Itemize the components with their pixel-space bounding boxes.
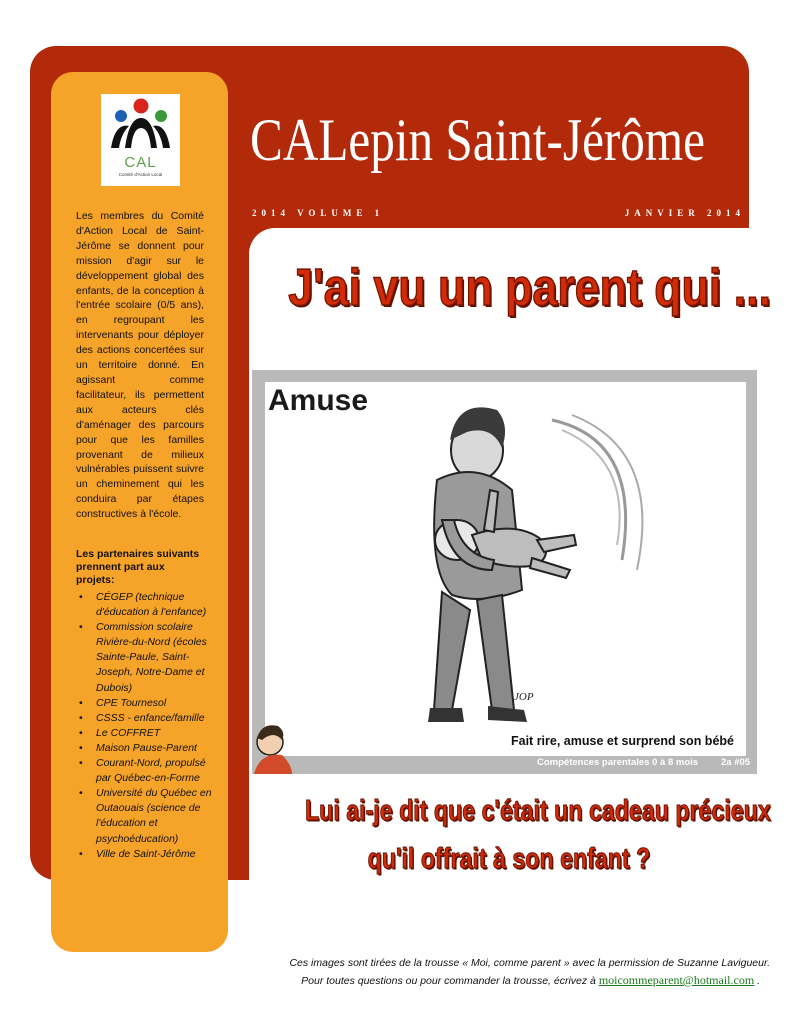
list-item: • CÉGEP (technique d'éducation à l'enfance) — [76, 590, 216, 620]
mission-statement: Les membres du Comité d'Action Local de Saint-Jérôme se donnent pour mission d'agir sur le développement global des enfants, de la conception à l'entrée scolaire (0/5 ans), en regroupant les intervenants pour déployer des actions concertées sur un territoire donné. En agissant comme facilitateur, ils permettent aux acteurs clés d'aménager des parcours pour que les familles provenant de milieux vulnérables puissent suivre un cheminement qui les conduira par étapes constructives à l'école. — [76, 210, 204, 521]
illustration-code: 2a #05 — [721, 757, 751, 768]
list-item: • Maison Pause-Parent — [76, 741, 216, 756]
list-item: • Courant-Nord, propulsé par Québec-en-Forme — [76, 756, 216, 786]
logo-subtitle: Comité d'Action Local — [118, 172, 163, 177]
volume-label: 2014 VOLUME 1 — [252, 208, 385, 218]
parent-baby-illustration — [252, 370, 757, 774]
list-item: • CPE Tournesol — [76, 696, 216, 711]
list-item: • Le COFFRET — [76, 726, 216, 741]
issue-date: JANVIER 2014 — [624, 208, 745, 218]
list-item: • Ville de Saint-Jérôme — [76, 847, 216, 862]
headline: J'ai vu un parent qui ... — [288, 259, 772, 317]
credit-line: Ces images sont tirées de la trousse « Moi, comme parent » avec la permission de Suzanne Lavigueur. — [289, 957, 770, 969]
newsletter-title: CALepin Saint-Jérôme — [250, 107, 706, 173]
people-logo-icon — [107, 98, 174, 158]
illustration-footer: Compétences parentales 0 à 8 mois — [537, 757, 699, 768]
email-link[interactable]: moicommeparent@hotmail.com — [598, 973, 755, 987]
illustration-caption: Fait rire, amuse et surprend son bébé — [511, 734, 734, 748]
cal-logo — [101, 94, 180, 186]
illustration-title: Amuse — [268, 384, 369, 417]
artist-signature: JOP — [514, 691, 534, 703]
contact-text: Pour toutes questions ou pour commander la trousse, écrivez à — [301, 975, 596, 987]
question-line-2: qu'il offrait à son enfant ? — [367, 843, 651, 875]
contact-line — [250, 973, 760, 988]
partners-heading: Les partenaires suivants prennent part aux projets: — [76, 548, 200, 586]
list-item: • Université du Québec en Outaouais (science de l'éducation et psychoéducation) — [76, 786, 216, 846]
logo-text: CAL — [124, 154, 157, 171]
partners-list — [76, 590, 216, 862]
list-item: • Commission scolaire Rivière-du-Nord (écoles Sainte-Paule, Saint-Joseph, Notre-Dame et Dubois) — [76, 620, 216, 695]
question-line-1: Lui ai-je dit que c'était un cadeau précieux — [305, 795, 771, 827]
contact-suffix: . — [757, 975, 760, 987]
list-item: • CSSS - enfance/famille — [76, 711, 216, 726]
